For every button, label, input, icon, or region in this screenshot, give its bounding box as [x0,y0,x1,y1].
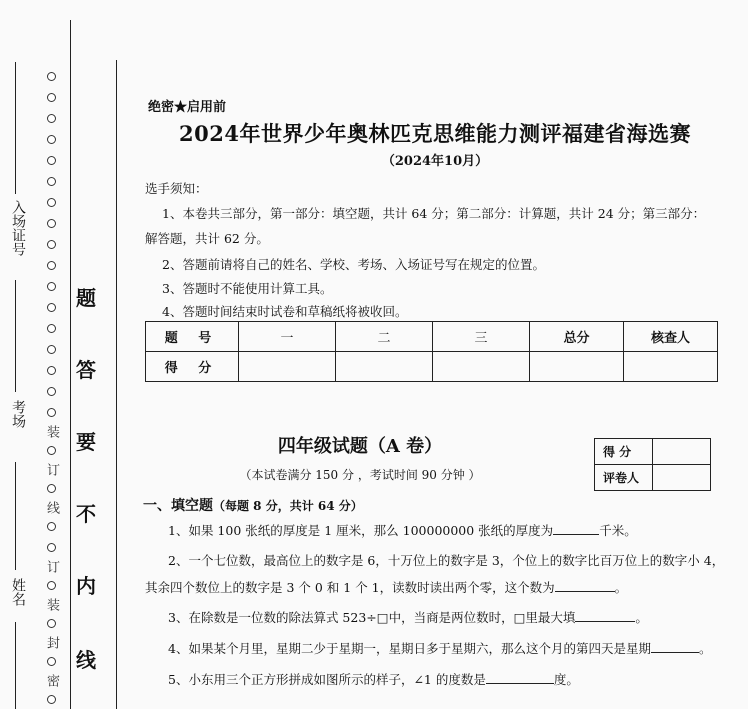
instruction-2: 2、答题前请将自己的姓名、学校、考场、入场证号写在规定的位置。 [162,257,545,272]
exam-date: （2024年10月） [381,154,489,169]
exam-room-label: 考场 [10,400,26,428]
cut-word: 密 [44,674,59,687]
binding-line-right [116,60,117,709]
warning-char: 题 [76,286,96,310]
score-table-header: 三 [433,322,530,352]
cut-word: 订 [44,463,59,476]
circle-mark [47,240,56,249]
circle-mark [47,303,56,312]
binding-margin [0,0,128,709]
cut-word: 装 [44,598,59,611]
answer-blank[interactable] [486,670,554,684]
confidential-mark: 绝密★启用前 [148,100,227,115]
circle-mark [47,543,56,552]
circle-mark [47,135,56,144]
instructions-heading: 选手须知： [145,181,208,196]
cut-word: 装 [44,425,59,438]
score-cell[interactable] [239,352,336,382]
question-3 [168,608,648,627]
question-2-text: 其余四个数位上的数字是 3 个 0 和 1 个 1，读数时读出两个零，这个数为 [145,580,555,595]
score-cell[interactable] [530,352,624,382]
question-5-text: 5、小东用三个正方形拼成如图所示的样子，∠1 的度数是 [168,672,486,687]
cut-word: 线 [44,501,59,514]
circle-mark [47,198,56,207]
circle-mark [47,72,56,81]
paper-note: （本试卷满分 150 分 ，考试时间 90 分钟 ） [239,468,481,482]
score-table-header: 题 号 [146,322,239,352]
paper-subtitle: 四年级试题（A 卷） [277,436,443,457]
admission-number-blank[interactable] [15,62,16,194]
exam-room-blank[interactable] [15,280,16,392]
circle-mark [47,282,56,291]
score-table-header: 二 [336,322,433,352]
score-table-header: 核查人 [624,322,718,352]
warning-char: 线 [76,648,96,672]
circle-mark [47,581,56,590]
question-1-text: 1、如果 100 张纸的厚度是 1 厘米，那么 100000000 张纸的厚度为 [168,523,554,538]
grade-grader-cell[interactable] [653,465,711,491]
instruction-1-line-1: 1、本卷共三部分，第一部分：填空题，共计 64 分；第二部分：计算题，共计 24 分；第三部分： [162,206,706,221]
grade-box [594,438,711,491]
question-5-unit: 度。 [553,672,579,687]
instruction-4: 4、答题时间结束时试卷和草稿纸将被收回。 [162,304,408,319]
circle-mark [47,366,56,375]
question-4 [168,639,711,658]
circle-mark [47,619,56,628]
name-label: 姓名 [10,578,26,606]
circle-mark [47,114,56,123]
question-2-line-1: 2、一个七位数，最高位上的数字是 6，十万位上的数字是 3，个位上的数字比百万位上的数字小 4， [168,553,725,568]
section-1-title: 一、填空题 [143,498,213,514]
score-table-header-row [146,322,718,352]
circle-mark [47,522,56,531]
warning-char: 要 [76,430,96,454]
circle-mark [47,261,56,270]
score-table-header: 一 [239,322,336,352]
name-blank[interactable] [15,462,16,570]
score-row-label: 得 分 [146,352,239,382]
binding-line-left [70,20,71,709]
cut-line [42,66,61,709]
warning-char: 答 [76,358,96,382]
admission-number-label: 入场证号 [10,200,26,256]
score-cell[interactable] [624,352,718,382]
circle-mark [47,408,56,417]
instruction-1-line-2: 解答题，共计 62 分。 [145,231,269,246]
score-table-header: 总分 [530,322,624,352]
circle-mark [47,93,56,102]
exam-title: 2024年世界少年奥林匹克思维能力测评福建省海选赛 [179,121,691,146]
score-table-row [146,352,718,382]
answer-blank[interactable] [651,639,699,653]
question-4-text: 4、如果某个月里，星期二少于星期一，星期日多于星期六，那么这个月的第四天是星期 [168,641,651,656]
section-1-heading [143,495,363,515]
question-2-line-2 [145,578,627,597]
circle-mark [47,156,56,165]
warning-char: 内 [76,574,96,598]
question-2-end: 。 [614,580,628,595]
grade-box-row [595,465,711,491]
circle-mark [47,219,56,228]
grade-box-row [595,439,711,465]
grade-score-label: 得 分 [595,439,653,465]
cut-word: 订 [44,560,59,573]
score-table [145,321,718,382]
circle-mark [47,324,56,333]
section-1-detail: （每题 8 分，共计 64 分） [213,499,363,513]
score-cell[interactable] [336,352,433,382]
circle-mark [47,446,56,455]
circle-mark [47,345,56,354]
question-4-end: 。 [698,641,712,656]
circle-mark [47,387,56,396]
grade-grader-label: 评卷人 [595,465,653,491]
circle-mark [47,484,56,493]
warning-char: 不 [76,502,96,526]
question-5 [168,670,579,689]
circle-mark [47,177,56,186]
answer-blank[interactable] [575,608,635,622]
grade-score-cell[interactable] [653,439,711,465]
instruction-3: 3、答题时不能使用计算工具。 [162,281,333,296]
school-blank[interactable] [15,622,16,709]
cut-word: 封 [44,636,59,649]
answer-blank[interactable] [555,578,615,592]
question-1-unit: 千米。 [599,523,637,538]
question-3-text: 3、在除数是一位数的除法算式 523÷□中，当商是两位数时，□里最大填 [168,610,576,625]
question-1 [168,521,637,540]
score-cell[interactable] [433,352,530,382]
circle-mark [47,695,56,704]
question-3-end: 。 [635,610,648,625]
circle-mark [47,657,56,666]
answer-blank[interactable] [553,521,599,535]
